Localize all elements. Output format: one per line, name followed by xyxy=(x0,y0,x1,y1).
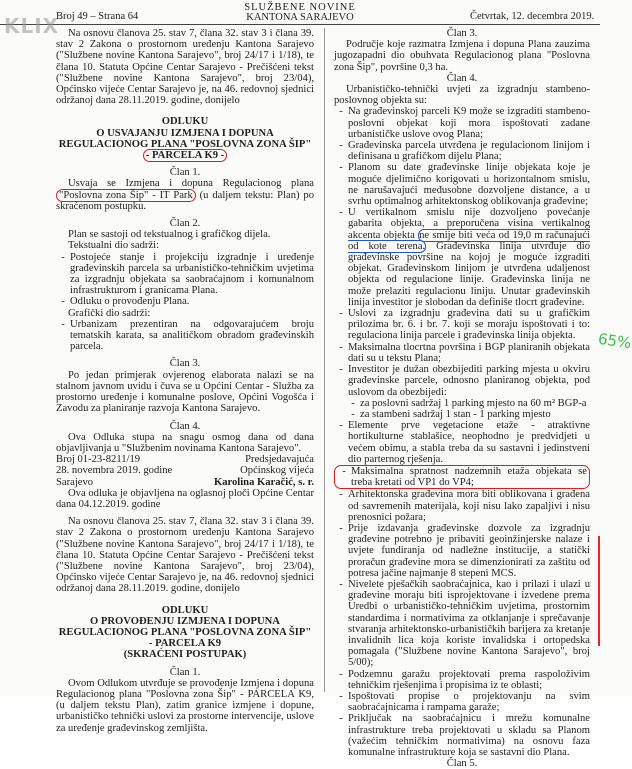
decision-subtitle: O USVAJANJU IZMJENA I DOPUNA REGULACIONOG PLANA "POSLOVNA ZONA ŠIP" xyxy=(58,127,312,150)
list-item: - Prije izdavanja građevinske dozvole za izgradnju građevine potrebno je pribaviti geoinžinjerske nalaze i uvjete fundiranja od nadležne institucije, a statički proračun građevine mora se dimenzionirati za zaštitu od potresa jačine najmanje 8 stepeni MCS. xyxy=(339,522,590,579)
list-item: - Priključak na saobraćajnicu i mrežu komunalne infrastrukture treba projektovati u skladu sa Planom (važećim tehničkim normativima) na osnovu faza komunalne infrastrukture koja se sastavni dio Plana. xyxy=(339,713,590,758)
column-divider xyxy=(324,28,325,692)
paragraph: Područje koje razmatra Izmjena i dopuna Plana zauzima jugozapadni dio obuhvata Regulacionog plana "Poslovna zona Šip", površine 0,3 ha. xyxy=(334,39,590,73)
paragraph: Ovom Odlukom utvrđuje se provođenje Izmjena i dopuna Regulacionog plana "Poslovna zona Šip" - PARCELA K9, (u daljem tekstu Plan), zatim granice izmjene i dopune, urbanističko tehnički uslovi za prostorne intervencije, uslove za uređenje građevinskog zemljišta. xyxy=(56,677,315,734)
publication-title: SLUŽBENE NOVINE xyxy=(244,2,356,13)
height-limit-highlight: ne smije biti veća od 19,0 m računajući od kote terena. xyxy=(348,229,590,252)
article-heading: Član 3. xyxy=(446,28,478,39)
page-header xyxy=(0,2,600,25)
paragraph: Plan se sastoji od tekstualnog i grafičkog dijela. xyxy=(68,229,271,241)
article-heading: Član 1. xyxy=(169,167,201,179)
parcel-label: - PARCELA K9 - xyxy=(143,149,227,162)
list-item: - Maksimalna tlocrtna površina i BGP planiranih objekata dati su u tekstu Plana; xyxy=(339,341,590,364)
list-item: - Postojeće stanje i projekciju izgradnje i uređenje građevinskih parcela sa urbanističko-tehničkim uvjetima za izgradnju objekata sa saobraćajnom i komunalnom infrastrukturom i granicama Plana. xyxy=(61,251,314,297)
article-heading: Član 4. xyxy=(169,420,201,432)
procedure-label: (SKRAĆENI POSTUPAK) xyxy=(123,649,247,661)
article-heading: Član 3. xyxy=(169,358,201,370)
list-item: - Podzemnu garažu projektovati prema raspoloživim tehničkim rješenjima i propisima iz te oblasti; xyxy=(339,668,590,691)
article-heading: Član 1. xyxy=(169,666,201,678)
left-column xyxy=(56,28,314,734)
list-item: - Planom su date građevinske linije objekata koje je moguće djelimično korigovati u horizontalnom smislu, ne narušavajući međusobne dozvoljene distance, a u svrhu optimalnog arhitektonskog oblikovanja građevine; xyxy=(339,162,590,208)
list-item: - Investitor je dužan obezbijediti parking mjesta u okviru građevinske parcele, odnosno planiranog objekta, pod uslovom da obezbijedi: xyxy=(339,364,590,398)
publication-note: Ova odluka je objavljena na oglasnoj ploči Općine Centar dana 04.12.2019. godine xyxy=(56,487,314,510)
list-item: - Urbanizam prezentiran na odgovarajućem broju tematskih karata, sa analitičkom obradom građevinskih parcela. xyxy=(61,318,314,353)
list-item: - Uslovi za izgradnju građevina dati su u grafičkim prilozima br. 6. i br. 7. koji se moraju ispoštovati i to: regulaciona linija parcele i građevinska linija objekta. xyxy=(339,308,590,342)
paragraph: Tekstualni dio sadrži: xyxy=(68,240,160,252)
list-item: - Ispoštovati propise o projektovanju na svim saobraćajnicama i rampama garaže; xyxy=(339,690,590,714)
article-1-text: Usvaja se Izmjena i dopuna Regulacionog plana "Poslovna zona Šip" - IT Park (u daljem tekstu: Plan) po skraćenom postupku. xyxy=(56,178,314,212)
plan-name-highlight: "Poslovna zona Šip" - IT Park xyxy=(56,189,196,202)
publication-subtitle: KANTONA SARAJEVO xyxy=(246,12,354,23)
list-item: - Nivelete pješačkih saobraćajnica, kao i prilazi i ulazi u građevine moraju biti isprojektovane i izvedene prema Uredbi o urbanističko-tehničkim uvjetima, prostornim standardima i normativima za otklanjanje i sprečavanje stvaranja arhitektonsko-urbanističkih barijera za kretanje invalidnih lica koja koriste invalidska i ortopedska pomagala ("Službene novine Kantona Sarajevo", broj 5/00); xyxy=(339,578,590,669)
handwritten-annotation: 65% xyxy=(596,329,632,353)
paragraph: Urbanističko-tehnički uvjeti za izgradnju stambeno-poslovnog objekta su: xyxy=(334,84,590,107)
paragraph: Po jedan primjerak ovjerenog elaborata nalazi se na stalnom javnom uvidu i čuva se u Općini Centar - Služba za prostorno uređenje i komunalne poslove, Općini Vogošća i Zavodu za planiranje razvoja Kantona Sarajevo. xyxy=(56,369,314,415)
margin-marker xyxy=(598,536,600,646)
list-item: - Odluku o provođenju Plana. xyxy=(61,296,190,308)
article-heading: Član 2. xyxy=(169,218,201,230)
issue-date: Četvrtak, 12. decembra 2019. xyxy=(470,11,595,22)
sub-list-item: - za stambeni sadržaj 1 stan - 1 parking mjesto xyxy=(351,408,551,420)
list-item: - U vertikalnom smislu nije dozvoljeno povećanje gabarita objekta, a preporučena visina vertikalnog akcenta objekta ne smije biti veća od 19,0 m računajući od kote terena. Građevinska linija utvrđuje dio građevinske površine na kojoj je moguće izgraditi objekat. Građevinskom linijom je utvrđena udaljenost objekta od regulacione linije. Građevinska linija ne može prelaziti regulacionu liniju. Unutar građevinskih linija investitor je slobodan da definiše tlocrt građevine. xyxy=(339,207,590,308)
floors-highlight: - Maksimalna spratnost nadzemnih etaža objekata se treba kretati od VP1 do VP4; xyxy=(334,465,590,489)
signature-row: 28. novembra 2019. godine Općinskog vijeća xyxy=(56,465,314,477)
decision-title: ODLUKU xyxy=(161,116,209,128)
decision-title: ODLUKU xyxy=(161,604,209,616)
decision-subtitle: O PROVOĐENJU IZMJENA I DOPUNA REGULACIONOG PLANA "POSLOVNA ZONA ŠIP" - PARCELA K9 xyxy=(58,615,312,650)
signature-row: Sarajevo Karolina Karačić, s. r. xyxy=(56,476,314,488)
preamble: Na osnovu članova 25. stav 7, člana 32. stav 3 i člana 39. stav 2 Zakona o prostornom uređenju Kantona Sarajevo ("Službene novine Kantona Sarajevo", broj 24/17 i 1/18), te člana 10. Statuta Općine Centar Sarajevo - Prečišćeni tekst ("Službene novine Kantona Sarajevo", broj 23/04), Općinsko vijeće Centar Sarajevo je, na 46. redovnoj sjednici održanoj dana 28.11.2019. godine, donijelo xyxy=(56,28,314,107)
list-item: - Građevinska parcela utvrđena je regulacionom linijom i definisana u grafičkom dijelu Plana; xyxy=(339,140,590,163)
paragraph: Grafički dio sadrži: xyxy=(68,307,151,319)
list-item: - Elemente prve vegetacione etaže - atraktivne hortikulturne stablašice, neophodno je predvidjeti u većem obimu, a stabla treba da su sastavni i jedinstveni dio parternog rješenja. xyxy=(339,420,590,465)
preamble: Na osnovu članova 25. stav 7, člana 32. stav 3 i člana 39. stav 2 Zakona o prostornom uređenju Kantona Sarajevo ("Službene novine Kantona Sarajevo", broj 24/17 i 1/18), te člana 10. Statuta Općine Centar Sarajevo - Prečišćeni tekst ("Službene novine Kantona Sarajevo", broj 23/04), Općinsko vijeće Centar Sarajevo je, na 46. redovnoj sjednici održanoj dana 28.11.2019. godine, donijelo xyxy=(56,516,314,595)
signature-row: Broj 01-23-8211/19 Predsjedavajuća xyxy=(56,454,314,466)
list-item: - Na građevinskoj parceli K9 može se izgraditi stambeno-poslovni objekat koji mora ispoštovati zadane urbanističke uslove ovog Plana; xyxy=(339,106,590,140)
article-heading: Član 4. xyxy=(446,72,478,84)
watermark-logo: KLIX xyxy=(4,14,60,38)
paragraph: Ova Odluka stupa na snagu osmog dana od dana objavljivanja u "Službenim novinama Kantona Sarajevo". xyxy=(56,431,314,454)
list-item: - Arhitektonska građevina mora biti oblikovana i građena od savremenih materijala, koji nisu lako zapaljivi i nisu prenosnici požara; xyxy=(339,489,590,523)
article-heading: Član 5. xyxy=(446,758,478,769)
sub-list-item: - za poslovni sadržaj 1 parking mjesto na 60 m² BGP-a xyxy=(351,397,587,409)
right-column xyxy=(334,28,590,769)
issue-number: Broj 49 – Strana 64 xyxy=(56,11,139,22)
